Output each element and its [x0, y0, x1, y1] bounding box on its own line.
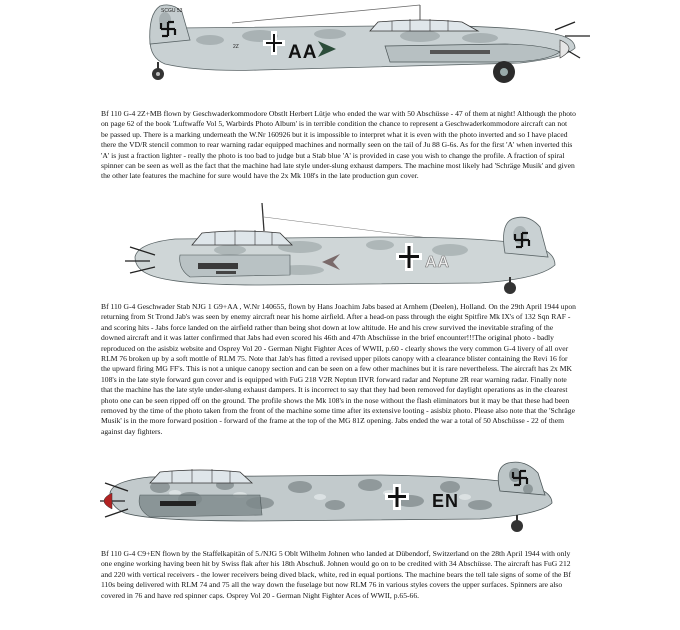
- caption-body: Although the photo on page 62 of the book 'Luftwaffe Vol 5, Warbirds Photo Album' is in terrible condition the chance to represent a Geschwaderkommodore aircraft can not be passed up. There is a marking underneath the W.Nr 160926 but it is impossible to interpret what it is even with the photo inverted and so I have placed there the VD/R stencil common to rear warning radar equipped machines and normally seen on the tail of Ju 88 G-6s. As for the first 'A' when inverted this 'A' is just a fraction lighter - really the photo is too bad to judge but a Stab blue 'A' is provided in case you wish to change the profile. A fraction of spiral spinner can be seen as well as the fact that the machine had late style under-slung exhaust dampers. The machine most likely had 'Schräge Musik' and given the other late features the machine for sure would have the 2x Mk 108's in the late production gun cover.: [101, 109, 576, 181]
- caption-title: Bf 110 G-4 Geschwader Stab NJG 1 G9+AA , W.Nr 140655, flown by Hans Joachim Jabs based at Arnhem (Deelen), Holland.: [101, 302, 487, 311]
- tail-wheel: [504, 282, 516, 294]
- caption-title: Bf 110 G-4 C9+EN flown by the Staffelkapitän of 5./NJG 5 Oblt Wilhelm Johnen who landed at Dübendorf, Switzerland on the 28th April 1944 with only one engine working having been hit by Swiss flak after his 18th Abschuß.: [101, 549, 571, 569]
- caption-3: [101, 549, 576, 601]
- caption-body: Johnen would go on to be credited with 34 Abschüsse. The aircraft has FuG 212 and 220 with vertical receivers - the lower receivers being dived black, white, red in equal portions. The machine bears the tell tale signs of some of the Bf 110s being delivered with RLM 74 and 75 all the way down the fuselage but now RLM 76 in various styles covers the upper surfaces. Spinners are also covered in 76 and have red spinner caps. Osprey Vol 20 - German Night Fighter Aces of WWII, p.65-66.: [101, 559, 571, 600]
- aircraft-profile-3: [0, 455, 680, 535]
- code-letters: AA: [425, 254, 451, 271]
- fin-code: SCGU 53: [161, 8, 183, 14]
- caption-1: [101, 109, 576, 182]
- tail-wheel: [511, 520, 523, 532]
- caption-title: Bf 110 G-4 2Z+MB flown by Geschwaderkommodore Obstlt Herbert Lütje who ended the war with 50 Abschüsse - 47 of them at night!: [101, 109, 516, 118]
- code-letters: EN: [432, 491, 460, 511]
- aircraft-profile-1: [0, 0, 680, 92]
- caption-body: On the 29th April 1944 upon returning from St Trond Jab's was seen by enemy aircraft near his home airfield. After a head-on pass through the eight Spitfire Mk IX's of 132 Sqn RAF - and scoring hits - Jabs force landed on the airfield rather than being shot down at low altitude. He and his crew survived the inevitable strafing of the downed aircraft and it was latter confirmed that Jabs had even scored his 46th and 47th Abschüsse in the brief encounter!!!The original photo - badly reproduced on the asisbiz website and Osprey Vol 20 - German Night Fighter Aces of WWII, p.60 - clearly shows the very common G-4 livery of all over RLM 76 broken up by a soft mottle of RLM 75. Note that Jab's has fitted a revised upper pilots canopy with a clearance blister containing the Revi 16 for the upward firing MG FF's. This is not a unique canopy section and can be seen on a few other machines but it is rare nevertheless. The aircraft has 2x MK 108's in the late style forward gun cover and is equipped with FuG 218 V2R Neptun IIVR forward radar and Neptune 2R rear warning radar. Finally note that the machine has the late style under-slung exhaust dampers. It is incorrect to say that they had been removed for daylight operations as in the clearest photo one can be seen ripped off on the ground. The profile shows the Mk 108's in the nose without the flash eliminators but it may be that these had been removed by the time of the photo taken from the front of the machine some time after its extensive looting - asisbiz photo. Please also note that the 'Schräge Musik' is in the more forward position - forward of the frame at the top of the MG 81Z opening. Jabs ended the war a total of 50 Abschüsse - 22 of them against day fighters.: [101, 302, 576, 436]
- code-letters: AA: [288, 42, 318, 63]
- fuselage-small-code: 2Z: [233, 44, 239, 50]
- aircraft-profile-2: [0, 195, 680, 295]
- caption-2: [101, 302, 576, 437]
